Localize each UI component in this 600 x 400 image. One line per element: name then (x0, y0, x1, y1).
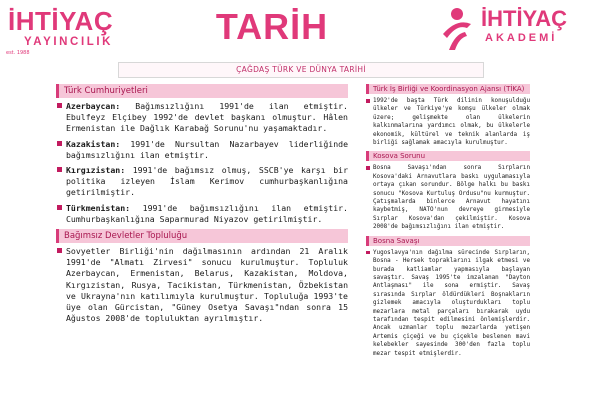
section-heading: Bağımsız Devletler Topluluğu (56, 229, 348, 243)
section-kosova-sorunu (366, 151, 530, 231)
section-heading: Türk Cumhuriyetleri (56, 84, 348, 98)
logo-left-sub: YAYINCILIK (24, 36, 114, 48)
akademi-emblem-icon (435, 4, 479, 52)
bullet-icon (366, 251, 370, 255)
section-bagimsiz-devletler (56, 229, 348, 324)
section-heading: Türk İş Birliği ve Koordinasyon Ajansı (TİKA) (366, 84, 530, 94)
item-text: Yugoslavya'nın dağılma sürecinde Sırpların, Bosna - Hersek topraklarını ilgak etmesi ve burada katliamlar yapmasıyla başlayan savaştır. Savaş 1995'te imzalanan "Dayton Antlaşması" ile sona ermiştir. Savaş sırasında Sırplar öldürdükleri Boşnakların gizlemek amacıyla oluşturdukları toplu mezarlara metal parçaları bırakarak uydu tarafından tespit edilmesini önlemişlerdir. Ancak uzmanlar toplu mezarlarda yetişen Artemis çiçeği ve bu çiçekle beslenen mavi kelebekler sayesinde 300'den fazla toplu mezar tespit etmişlerdir. (373, 249, 530, 357)
list-item (366, 164, 530, 231)
list-item (366, 249, 530, 358)
item-text: Sovyetler Birliği'nin dağılmasının ardından 21 Aralık 1991'de "Almatı Zirvesi" sonucu kurulmuştur. Topluluk Azerbaycan, Ermenistan, Belarus, Kazakistan, Moldova, Kırgızistan, Rusya, Tacikistan, Türkmenistan, Özbekistan ve Ukrayna'nın katılımıyla kurulmuştur. Topluluğa 1993'te üye olan Gürcistan, "Güney Osetya Savaşı"ndan sonra 15 Ağustos 2008'de topluluktan ayrılmıştır. (66, 246, 348, 324)
logo-left-mark: İHTİYAÇ (8, 6, 114, 36)
topic-banner: ÇAĞDAŞ TÜRK VE DÜNYA TARİHİ (118, 62, 484, 78)
section-tika (366, 84, 530, 147)
item-label: Kırgızistan: (66, 165, 126, 176)
logo-right-sub: AKADEMİ (485, 32, 558, 44)
list-item (56, 246, 348, 324)
list-item (366, 97, 530, 147)
right-column (366, 84, 530, 362)
list-item (56, 203, 348, 225)
list-item (56, 165, 348, 199)
item-label: Türkmenistan: (66, 202, 131, 213)
ihtiyac-yayincilik-logo (4, 6, 134, 58)
bullet-icon (57, 103, 62, 108)
section-heading: Bosna Savaşı (366, 236, 530, 246)
bullet-icon (57, 205, 62, 210)
bullet-icon (366, 166, 370, 170)
logo-right-mark: İHTİYAÇ (481, 6, 567, 31)
section-heading: Kosova Sorunu (366, 151, 530, 161)
bullet-icon (57, 248, 62, 253)
logo-left-est: est. 1988 (6, 50, 30, 56)
left-column (56, 84, 348, 328)
item-text: Bosna Savaşı'ndan sonra Sırpların Kosova'daki Arnavutlara baskı uygulamasıyla ortaya çıkan sorundur. Bölge halkı bu baskı sonucu "Kosova Kurtuluş Ordusu"nu kurmuştur. Çatışmalarda binlerce Arnavut hayatını kaybetmiş, NATO'nun devreye girmesiyle Sırplar Kosova'dan çekilmiştir. Kosova 2008'de bağımsızlığını ilan etmiştir. (373, 165, 530, 231)
item-text: Bağımsızlığını 1991'de ilan etmiştir. Ebulfeyz Elçibey 1992'de devlet başkanı olmuştur. Hâlen Ermenistan ile Dağlık Karabağ Sorunu'nu yaşamaktadır. (66, 101, 348, 134)
item-text: 1992'de başta Türk dilinin konuşulduğu ülkeler ve Türkiye'ye komşu ülkeler olmak üzere; gelişmekte olan ülkelerin kalkınmalarına yardımcı olmak, bu ülkelerle ekonomik, kültürel ve teknik alanlarda iş birliği sağlamak amacıyla kurulmuştur. (373, 98, 530, 147)
item-label: Kazakistan: (66, 138, 121, 149)
bullet-icon (57, 167, 62, 172)
list-item (56, 101, 348, 135)
ihtiyac-akademi-logo (435, 4, 600, 56)
item-text: 1991'de bağımsızlığını ilan etmiştir. Cumhurbaşkanlığına Saparmurad Niyazov getirilmiştir. (66, 202, 348, 224)
bullet-icon (366, 99, 370, 103)
page-title: TARİH (215, 6, 329, 47)
list-item (56, 139, 348, 161)
section-turk-cumhuriyetleri (56, 84, 348, 225)
section-bosna-savasi (366, 236, 530, 358)
bullet-icon (57, 141, 62, 146)
item-text: 1991'de bağımsız olmuş, SSCB'ye karşı bir politika izleyen İslam Kerimov cumhurbaşkanlığına getirilmiştir. (66, 165, 348, 198)
item-text: 1991'de Nursultan Nazarbayev liderliğinde bağımsızlığını ilan etmiştir. (66, 138, 348, 160)
item-label: Azerbaycan: (66, 101, 121, 111)
